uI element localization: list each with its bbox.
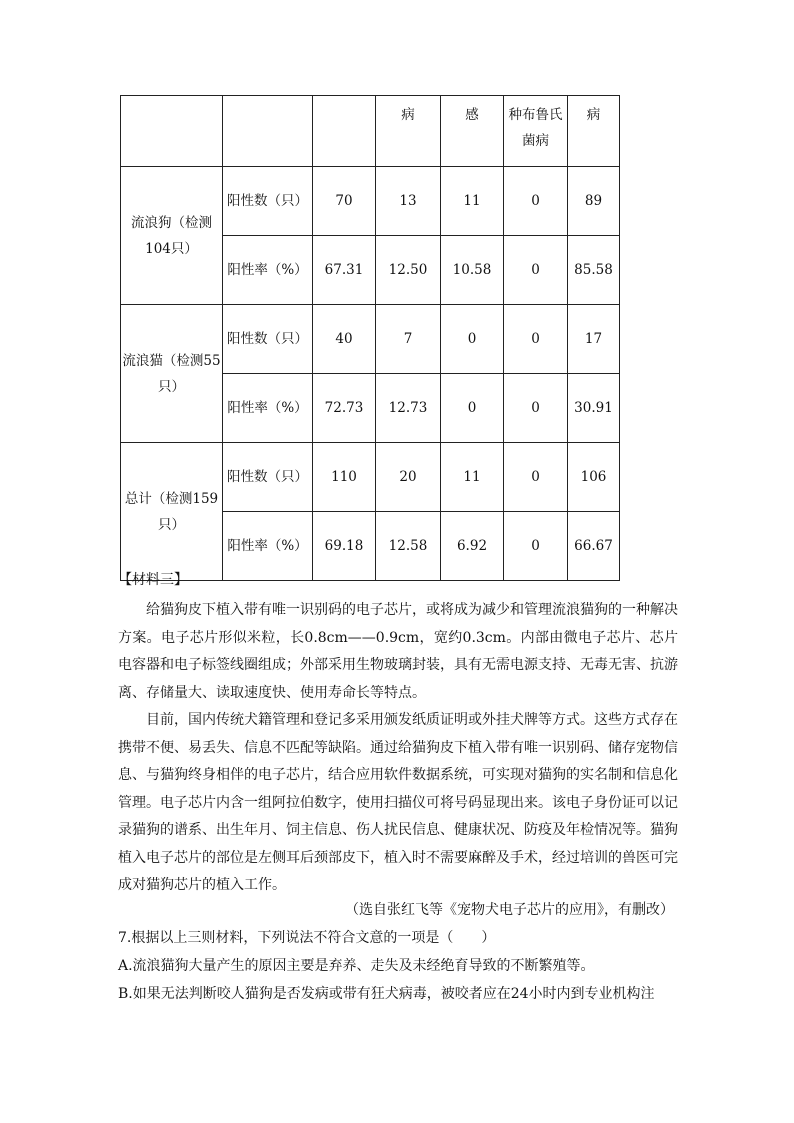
table-cell: 0 — [504, 443, 568, 512]
material-heading: 【材料三】 — [118, 572, 188, 588]
metric-label: 阳性率（%） — [223, 374, 313, 443]
table-cell: 6.92 — [441, 512, 504, 581]
header-cell: 种布鲁氏菌病 — [504, 96, 568, 167]
table-cell: 13 — [376, 167, 441, 236]
group-label: 流浪猫（检测55只） — [121, 305, 223, 443]
source-citation: （选自张红飞等《宠物犬电子芯片的应用》，有删改） — [345, 902, 674, 918]
group-label: 流浪狗（检测104只） — [121, 167, 223, 305]
header-cell: 病 — [568, 96, 620, 167]
question-stem: 7.根据以上三则材料，下列说法不符合文意的一项是（ ） — [118, 930, 496, 946]
table-cell: 40 — [313, 305, 376, 374]
table-header-row — [121, 96, 620, 167]
metric-label: 阳性数（只） — [223, 443, 313, 512]
table-cell: 85.58 — [568, 236, 620, 305]
table-row — [121, 443, 620, 512]
table-cell: 0 — [441, 305, 504, 374]
header-cell: 感 — [441, 96, 504, 167]
metric-label: 阳性数（只） — [223, 305, 313, 374]
table-cell: 106 — [568, 443, 620, 512]
table-cell: 12.50 — [376, 236, 441, 305]
table-cell: 20 — [376, 443, 441, 512]
table-cell: 0 — [504, 305, 568, 374]
table-cell: 70 — [313, 167, 376, 236]
table-cell: 17 — [568, 305, 620, 374]
table-cell: 0 — [504, 167, 568, 236]
table-cell: 69.18 — [313, 512, 376, 581]
table-cell: 110 — [313, 443, 376, 512]
option-a: A.流浪猫狗大量产生的原因主要是弃养、走失及未经绝育导致的不断繁殖等。 — [118, 958, 595, 974]
table-row — [121, 167, 620, 236]
metric-label: 阳性率（%） — [223, 512, 313, 581]
table-cell: 12.73 — [376, 374, 441, 443]
table-row — [121, 305, 620, 374]
option-b: B.如果无法判断咬人猫狗是否发病或带有狂犬病毒，被咬者应在24小时内到专业机构注 — [118, 986, 655, 1002]
header-cell — [223, 96, 313, 167]
paragraph: 给猫狗皮下植入带有唯一识别码的电子芯片，或将成为减少和管理流浪猫狗的一种解决方案。电子芯片形似米粒，长0.8cm——0.9cm，宽约0.3cm。内部由微电子芯片、芯片电容器和电子标签线圈组成；外部采用生物玻璃封装，具有无需电源支持、无毒无害、抗游离、存储量大、读取速度快、使用寿命长等特点。 — [118, 602, 678, 701]
table-cell: 0 — [441, 374, 504, 443]
header-cell: 病 — [376, 96, 441, 167]
table-cell: 7 — [376, 305, 441, 374]
table-cell: 10.58 — [441, 236, 504, 305]
table-cell: 0 — [504, 374, 568, 443]
table-cell: 89 — [568, 167, 620, 236]
table-cell: 12.58 — [376, 512, 441, 581]
table-cell: 67.31 — [313, 236, 376, 305]
material-body — [118, 597, 678, 900]
header-cell — [313, 96, 376, 167]
metric-label: 阳性数（只） — [223, 167, 313, 236]
table-cell: 11 — [441, 443, 504, 512]
paragraph: 目前，国内传统犬籍管理和登记多采用颁发纸质证明或外挂犬牌等方式。这些方式存在携带不便、易丢失、信息不匹配等缺陷。通过给猫狗皮下植入带有唯一识别码、储存宠物信息、与猫狗终身相伴的电子芯片，结合应用软件数据系统，可实现对猫狗的实名制和信息化管理。电子芯片内含一组阿拉伯数字，使用扫描仪可将号码显现出来。该电子身份证可以记录猫狗的谱系、出生年月、饲主信息、伤人扰民信息、健康状况、防疫及年检情况等。猫狗植入电子芯片的部位是左侧耳后颈部皮下，植入时不需要麻醉及手术，经过培训的兽医可完成对猫狗芯片的植入工作。 — [118, 712, 678, 893]
table-cell: 11 — [441, 167, 504, 236]
data-table — [120, 95, 620, 581]
group-label: 总计（检测159只） — [121, 443, 223, 581]
table-cell: 66.67 — [568, 512, 620, 581]
table-cell: 30.91 — [568, 374, 620, 443]
header-cell — [121, 96, 223, 167]
metric-label: 阳性率（%） — [223, 236, 313, 305]
table-cell: 0 — [504, 512, 568, 581]
table-cell: 72.73 — [313, 374, 376, 443]
table-cell: 0 — [504, 236, 568, 305]
